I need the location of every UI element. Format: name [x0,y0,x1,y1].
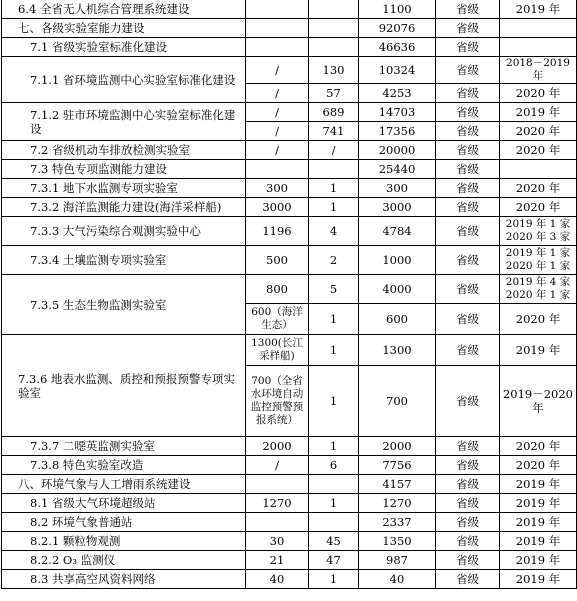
unit-price: 30 [246,532,309,551]
unit-price: 2000 [246,437,309,456]
unit-price [246,38,309,57]
level: 省级 [436,19,500,38]
item-name: 7.3 特色专项监测能力建设 [2,160,246,179]
level: 省级 [436,275,500,304]
unit-price: 500 [246,246,309,275]
unit-price: 600（海洋生态） [246,304,309,335]
amount: 2000 [359,437,436,456]
quantity: 6 [309,456,359,475]
schedule: 2019 年 [500,570,577,589]
unit-price: / [246,122,309,141]
amount: 10324 [359,57,436,84]
amount: 4157 [359,475,436,494]
level: 省级 [436,141,500,160]
unit-price [246,513,309,532]
quantity: 1 [309,570,359,589]
unit-price: / [246,141,309,160]
amount: 1300 [359,335,436,366]
schedule-line: 2020 年 1 家 [505,260,571,272]
schedule: 2019 年 [500,494,577,513]
unit-price [246,0,309,19]
level: 省级 [436,475,500,494]
table-row [2,513,577,532]
level: 省级 [436,494,500,513]
amount: 300 [359,179,436,198]
quantity: 1 [309,179,359,198]
table-row [2,275,577,304]
schedule-line: 2019 年 1 家 [505,218,571,230]
unit-price: 700（全省水环境自动监控预警预报系统） [246,366,309,437]
schedule [500,246,577,275]
amount: 2337 [359,513,436,532]
unit-price [246,475,309,494]
schedule [500,217,577,246]
table-row [2,246,577,275]
level: 省级 [436,217,500,246]
level: 省级 [436,456,500,475]
table-row [2,494,577,513]
table-row [2,551,577,570]
amount: 600 [359,304,436,335]
quantity: 130 [309,57,359,84]
schedule: 2019 年 [500,103,577,122]
item-name: 8.2 环境气象普通站 [2,513,246,532]
quantity: 5 [309,275,359,304]
unit-price: 3000 [246,198,309,217]
table-row [2,160,577,179]
unit-price [246,160,309,179]
schedule: 2019 年 [500,335,577,366]
quantity [309,513,359,532]
table-row [2,38,577,57]
level: 省级 [436,304,500,335]
table-row [2,0,577,19]
table-row [2,198,577,217]
quantity [309,475,359,494]
schedule: 2020 年 [500,304,577,335]
quantity: 1 [309,198,359,217]
item-name: 7.2 省级机动车排放检测实验室 [2,141,246,160]
item-name: 6.4 全省无人机综合管理系统建设 [2,0,246,19]
schedule-line: 2019 年 4 家 [505,276,571,288]
schedule: 2020 年 [500,122,577,141]
unit-price: 300 [246,179,309,198]
quantity [309,160,359,179]
level: 省级 [436,246,500,275]
table-row [2,437,577,456]
amount: 20000 [359,141,436,160]
table-row [2,103,577,122]
quantity: 1 [309,335,359,366]
level: 省级 [436,570,500,589]
unit-price: / [246,456,309,475]
amount: 3000 [359,198,436,217]
unit-price: 21 [246,551,309,570]
level: 省级 [436,335,500,366]
item-name: 8.3 共享高空风资料网络 [2,570,246,589]
table-row [2,141,577,160]
level: 省级 [436,551,500,570]
quantity: 1 [309,304,359,335]
schedule: 2019－2020 年 [500,366,577,437]
item-name: 八、环境气象与人工增雨系统建设 [2,475,246,494]
item-name: 7.3.4 土壤监测专项实验室 [2,246,246,275]
quantity [309,19,359,38]
item-name: 7.3.6 地表水监测、质控和预报预警专项实验室 [2,335,246,437]
table-row [2,57,577,84]
schedule-line: 2020 年 3 家 [505,231,571,243]
amount: 1000 [359,246,436,275]
schedule: 2019 年 [500,0,577,19]
item-name: 7.3.5 生态生物监测实验室 [2,275,246,335]
amount: 25440 [359,160,436,179]
table-row [2,217,577,246]
level: 省级 [436,437,500,456]
item-name: 8.1 省级大气环境超级站 [2,494,246,513]
amount: 987 [359,551,436,570]
quantity [309,0,359,19]
unit-price [246,19,309,38]
table-row [2,456,577,475]
amount: 1100 [359,0,436,19]
schedule [500,38,577,57]
amount: 7756 [359,456,436,475]
table-row [2,335,577,366]
quantity: 1 [309,437,359,456]
level: 省级 [436,513,500,532]
level: 省级 [436,366,500,437]
item-name: 7.3.2 海洋监测能力建设(海洋采样船) [2,198,246,217]
item-name: 7.1 省级实验室标准化建设 [2,38,246,57]
schedule: 2019 年 [500,551,577,570]
schedule [500,19,577,38]
schedule: 2018－2019 年 [500,57,577,84]
amount: 14703 [359,103,436,122]
schedule: 2020 年 [500,179,577,198]
amount: 17356 [359,122,436,141]
schedule: 2020 年 [500,456,577,475]
table-row [2,570,577,589]
schedule: 2020 年 [500,141,577,160]
quantity: 4 [309,217,359,246]
schedule: 2019 年 [500,532,577,551]
item-name: 7.3.8 特色实验室改造 [2,456,246,475]
item-name: 七、各级实验室能力建设 [2,19,246,38]
item-name: 7.3.1 地下水监测专项实验室 [2,179,246,198]
schedule: 2020 年 [500,198,577,217]
table-row [2,532,577,551]
item-name: 7.3.7 二噁英监测实验室 [2,437,246,456]
level: 省级 [436,38,500,57]
unit-price: 40 [246,570,309,589]
budget-table [1,0,577,589]
amount: 4000 [359,275,436,304]
level: 省级 [436,532,500,551]
schedule-line: 2019 年 1 家 [505,247,571,259]
unit-price: / [246,57,309,84]
level: 省级 [436,122,500,141]
table-row [2,179,577,198]
table-row [2,475,577,494]
quantity: / [309,141,359,160]
item-name: 8.2.2 O₃ 监测仪 [2,551,246,570]
unit-price: / [246,84,309,103]
amount: 46636 [359,38,436,57]
quantity: 2 [309,246,359,275]
level: 省级 [436,160,500,179]
level: 省级 [436,198,500,217]
quantity: 1 [309,366,359,437]
quantity: 741 [309,122,359,141]
item-name: 7.3.3 大气污染综合观测实验中心 [2,217,246,246]
schedule [500,275,577,304]
amount: 4784 [359,217,436,246]
quantity: 47 [309,551,359,570]
amount: 1350 [359,532,436,551]
quantity: 1 [309,494,359,513]
item-name: 8.2.1 颗粒物观测 [2,532,246,551]
unit-price: 1196 [246,217,309,246]
schedule [500,160,577,179]
unit-price: 800 [246,275,309,304]
quantity: 57 [309,84,359,103]
level: 省级 [436,57,500,84]
amount: 40 [359,570,436,589]
amount: 700 [359,366,436,437]
quantity: 689 [309,103,359,122]
item-name: 7.1.1 省环境监测中心实验室标准化建设 [2,57,246,103]
level: 省级 [436,0,500,19]
amount: 92076 [359,19,436,38]
schedule: 2020 年 [500,84,577,103]
item-name: 7.1.2 驻市环境监测中心实验室标准化建设 [2,103,246,141]
quantity: 45 [309,532,359,551]
unit-price: 1270 [246,494,309,513]
schedule-line: 2020 年 1 家 [505,289,571,301]
schedule: 2019 年 [500,475,577,494]
level: 省级 [436,84,500,103]
table-row [2,19,577,38]
schedule: 2020 年 [500,437,577,456]
level: 省级 [436,103,500,122]
amount: 1270 [359,494,436,513]
level: 省级 [436,179,500,198]
schedule: 2019 年 [500,513,577,532]
amount: 4253 [359,84,436,103]
quantity [309,38,359,57]
unit-price: / [246,103,309,122]
unit-price: 1300(长江采样船) [246,335,309,366]
